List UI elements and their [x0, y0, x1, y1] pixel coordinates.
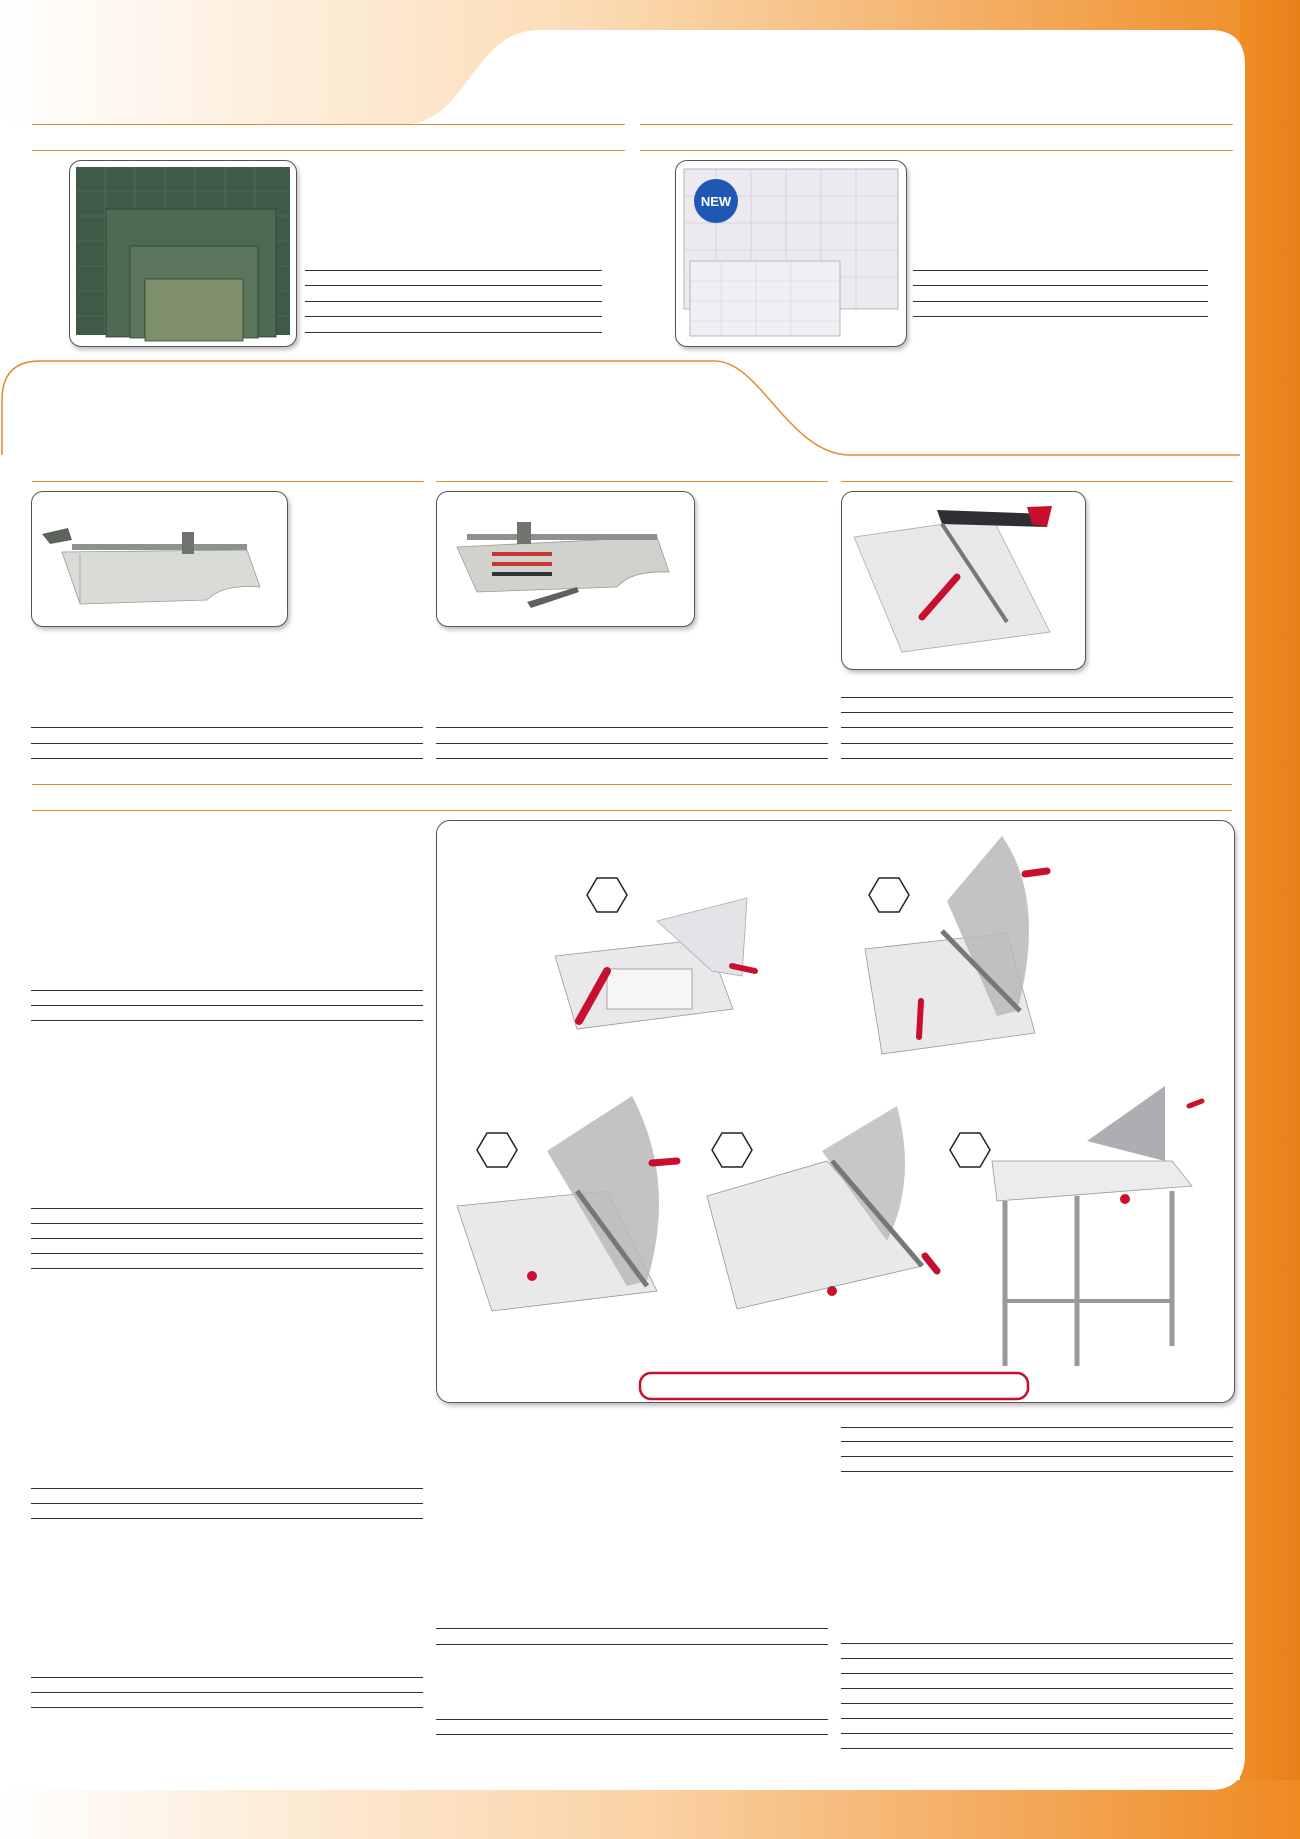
spec-rule: [31, 1503, 423, 1504]
guillotine-small-illustration: [842, 492, 1085, 669]
spec-rule: [913, 301, 1208, 302]
trimmer-1-illustration: [32, 492, 287, 626]
spec-rule: [841, 1718, 1233, 1719]
rotary-trimmer-2-image: [436, 491, 695, 627]
spec-rule: [913, 270, 1208, 271]
spec-rule: [305, 270, 602, 271]
spec-rule: [841, 1748, 1233, 1749]
spec-rule: [31, 743, 423, 744]
spec-rule: [305, 301, 602, 302]
spec-rule: [841, 1427, 1233, 1428]
spec-rule: [841, 1658, 1233, 1659]
hexagon-icon: [477, 1133, 517, 1167]
spec-rule: [436, 1719, 828, 1720]
spec-rule: [31, 1005, 423, 1006]
spec-rule: [436, 1628, 828, 1629]
section-rule: [32, 481, 424, 482]
spec-rule: [841, 1471, 1233, 1472]
spec-rule: [31, 1253, 423, 1254]
spec-rule: [841, 697, 1233, 698]
spec-rule: [305, 285, 602, 286]
spec-rule: [31, 1268, 423, 1269]
hexagon-icon: [712, 1133, 752, 1167]
spec-rule: [841, 1688, 1233, 1689]
spec-rule: [31, 727, 423, 728]
spec-rule: [841, 758, 1233, 759]
white-mats-illustration: [676, 161, 906, 346]
guillotine-models-illustration: [437, 821, 1234, 1402]
spec-rule: [913, 285, 1208, 286]
section-rule: [32, 784, 1232, 785]
spec-rule: [436, 727, 828, 728]
spec-rule: [436, 758, 828, 759]
spec-rule: [31, 1223, 423, 1224]
green-cutting-mats-image: [69, 160, 297, 347]
rotary-trimmer-1-image: [31, 491, 288, 627]
spec-rule: [305, 316, 602, 317]
section-rule: [841, 481, 1233, 482]
white-cutting-mats-image: [675, 160, 907, 347]
section-divider: [0, 355, 1245, 460]
spec-rule: [31, 1020, 423, 1021]
spec-rule: [841, 1643, 1233, 1644]
spec-rule: [31, 1707, 423, 1708]
spec-rule: [841, 743, 1233, 744]
spec-rule: [31, 1238, 423, 1239]
spec-rule: [31, 1692, 423, 1693]
trimmer-2-illustration: [437, 492, 694, 626]
section-rule: [436, 481, 828, 482]
section-rule: [32, 124, 625, 125]
spec-rule: [31, 758, 423, 759]
spec-rule: [841, 727, 1233, 728]
spec-rule: [841, 1733, 1233, 1734]
spec-rule: [31, 1518, 423, 1519]
spec-rule: [31, 1208, 423, 1209]
hexagon-icon: [869, 878, 909, 912]
section-rule: [640, 124, 1233, 125]
new-badge-label: NEW: [700, 194, 732, 209]
spec-rule: [841, 1703, 1233, 1704]
highlight-banner: [640, 1373, 1028, 1399]
section-rule: [32, 150, 625, 151]
spec-rule: [436, 743, 828, 744]
spec-rule: [31, 990, 423, 991]
spec-rule: [913, 316, 1208, 317]
spec-rule: [841, 1456, 1233, 1457]
spec-rule: [305, 332, 602, 333]
spec-rule: [31, 1677, 423, 1678]
green-mats-illustration: [70, 161, 296, 346]
spec-rule: [841, 712, 1233, 713]
spec-rule: [31, 1488, 423, 1489]
section-rule: [640, 150, 1233, 151]
section-rule: [32, 810, 1232, 811]
spec-rule: [436, 1644, 828, 1645]
hexagon-icon: [587, 878, 627, 912]
guillotine-models-image: [436, 820, 1235, 1403]
spec-rule: [841, 1441, 1233, 1442]
hexagon-icon: [950, 1133, 990, 1167]
lever-guillotine-image: [841, 491, 1086, 670]
spec-rule: [436, 1734, 828, 1735]
spec-rule: [841, 1673, 1233, 1674]
